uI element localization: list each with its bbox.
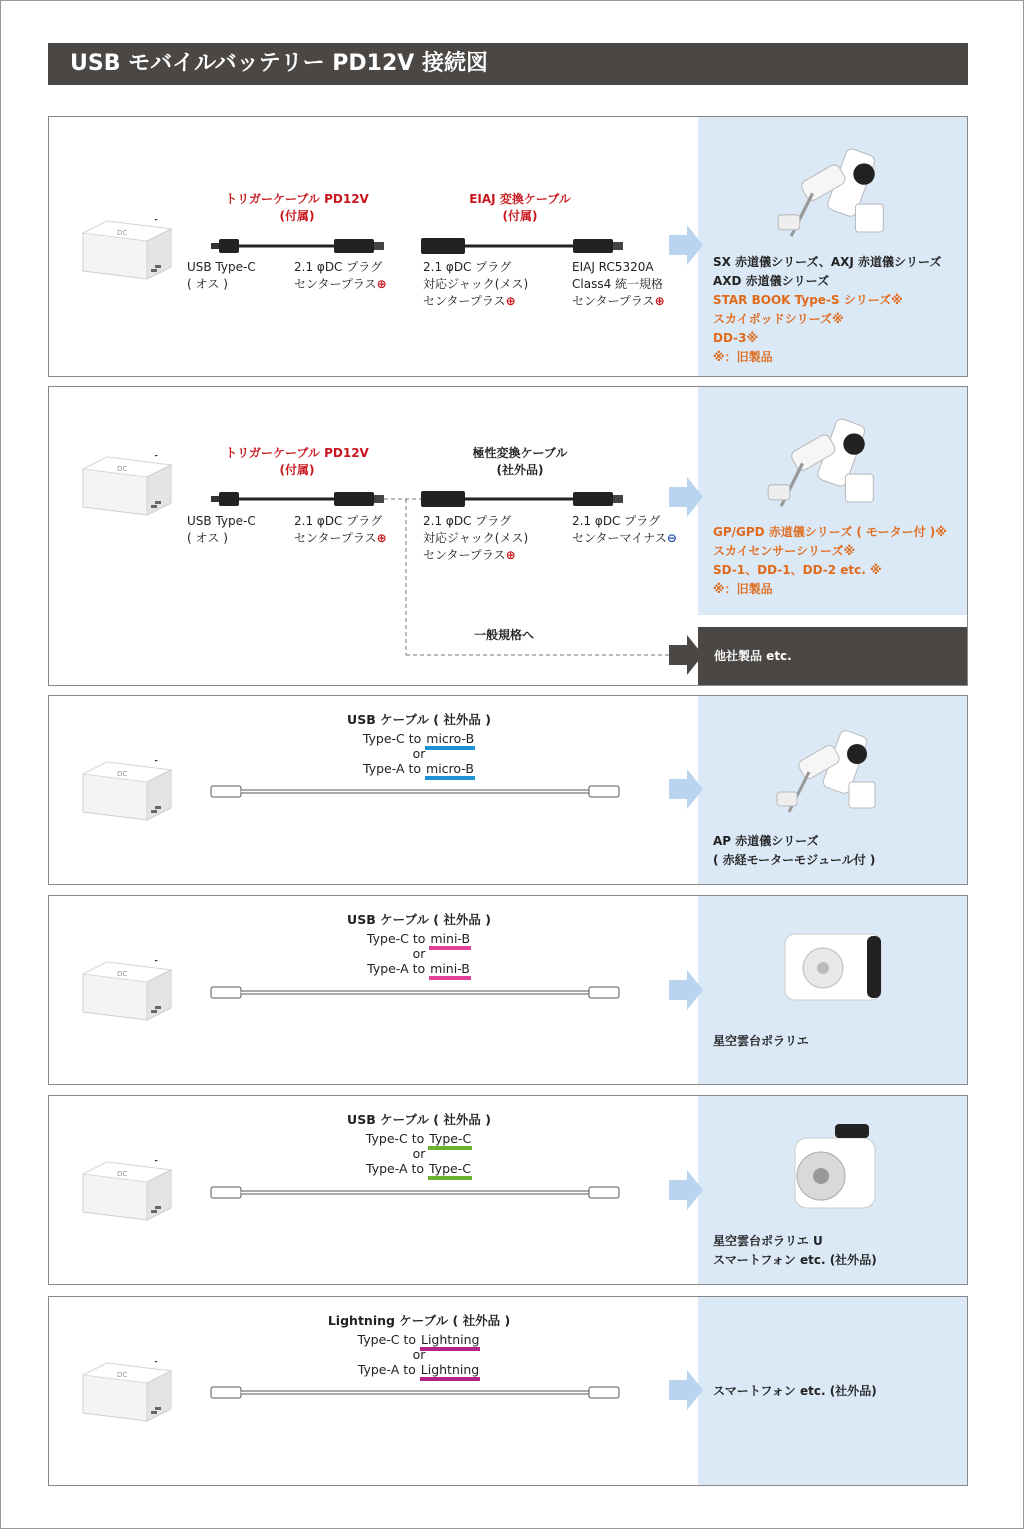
arrow-icon [669, 970, 703, 1010]
polarie-image [783, 930, 887, 1004]
connector-dc-plug: 2.1 φDC プラグ センタープラス⊕ [294, 260, 387, 291]
device-list: 星空雲台ポラリエ [713, 1034, 809, 1048]
mount-image [709, 399, 939, 517]
arrow-icon [669, 225, 703, 265]
device-list: SX 赤道儀シリーズ、AXJ 赤道儀シリーズ AXD 赤道儀シリーズ STAR BOOK Type-S シリーズ※ スカイポッドシリーズ※ DD-3※ ※：旧製品 [713, 255, 942, 364]
polarie-u-image [785, 1120, 885, 1212]
device-list: スマートフォン etc. (社外品) [713, 1384, 877, 1398]
cable-title: トリガーケーブル PD12V (付属) [225, 446, 369, 477]
cable-spec: USB ケーブル ( 社外品 ) Type-C to micro-B or Type-A to micro-B [319, 712, 519, 776]
arrow-icon [669, 1170, 703, 1210]
connector-usb-c: USB Type-C ( オス ) [187, 260, 256, 291]
trigger-cable [211, 239, 384, 253]
device-list: GP/GPD 赤道儀シリーズ ( モーター付 )※ スカイセンサーシリーズ※ SD-1、DD-1、DD-2 etc. ※ ※：旧製品 [713, 525, 947, 596]
connector-usb-c: USB Type-C ( オス ) [187, 514, 256, 545]
cable-spec: USB ケーブル ( 社外品 ) Type-C to Type-C or Type-A to Type-C [319, 1112, 519, 1176]
cable-spec: USB ケーブル ( 社外品 ) Type-C to mini-B or Type-A to mini-B [319, 912, 519, 976]
connector-dc-jack: 2.1 φDC プラグ 対応ジャック(メス) センタープラス⊕ [423, 260, 529, 308]
arrow-icon [669, 477, 703, 517]
cable-title: 極性変換ケーブル (社外品) [472, 446, 568, 477]
general-label: 一般規格へ [473, 628, 534, 642]
cable-spec: Lightning ケーブル ( 社外品 ) Type-C to Lightning or Type-A to Lightning [319, 1313, 519, 1377]
panel-usb-mini-b [48, 895, 968, 1085]
device-list: 星空雲台ポラリエ U スマートフォン etc. (社外品) [713, 1234, 877, 1267]
arrow-icon [669, 769, 703, 809]
panel-usb-type-c [48, 1095, 968, 1285]
connector-eiaj: EIAJ RC5320A Class4 統一規格 センタープラス⊕ [572, 260, 665, 308]
page-title: USB モバイルバッテリー PD12V 接続図 [48, 43, 968, 85]
eiaj-cable [421, 238, 623, 254]
panel-trigger-eiaj [48, 116, 968, 377]
mount-image [769, 129, 899, 247]
connector-dc-jack: 2.1 φDC プラグ 対応ジャック(メス) センタープラス⊕ [423, 514, 529, 562]
polarity-cable [421, 491, 623, 507]
panel-trigger-polarity [48, 386, 968, 686]
panel-lightning [48, 1296, 968, 1486]
cable-title: トリガーケーブル PD12V (付属) [225, 192, 369, 223]
device-list: AP 赤道儀シリーズ ( 赤経モーターモジュール付 ) [713, 834, 876, 867]
other-products-box: 他社製品 etc. [698, 627, 968, 685]
connector-dc-minus: 2.1 φDC プラグ センターマイナス⊖ [572, 514, 677, 545]
trigger-cable [211, 492, 384, 506]
connector-dc-plug: 2.1 φDC プラグ センタープラス⊕ [294, 514, 387, 545]
mount-image [769, 708, 889, 826]
arrow-icon [669, 1370, 703, 1410]
panel-usb-micro-b [48, 695, 968, 885]
cable-title: EIAJ 変換ケーブル (付属) [469, 192, 571, 223]
